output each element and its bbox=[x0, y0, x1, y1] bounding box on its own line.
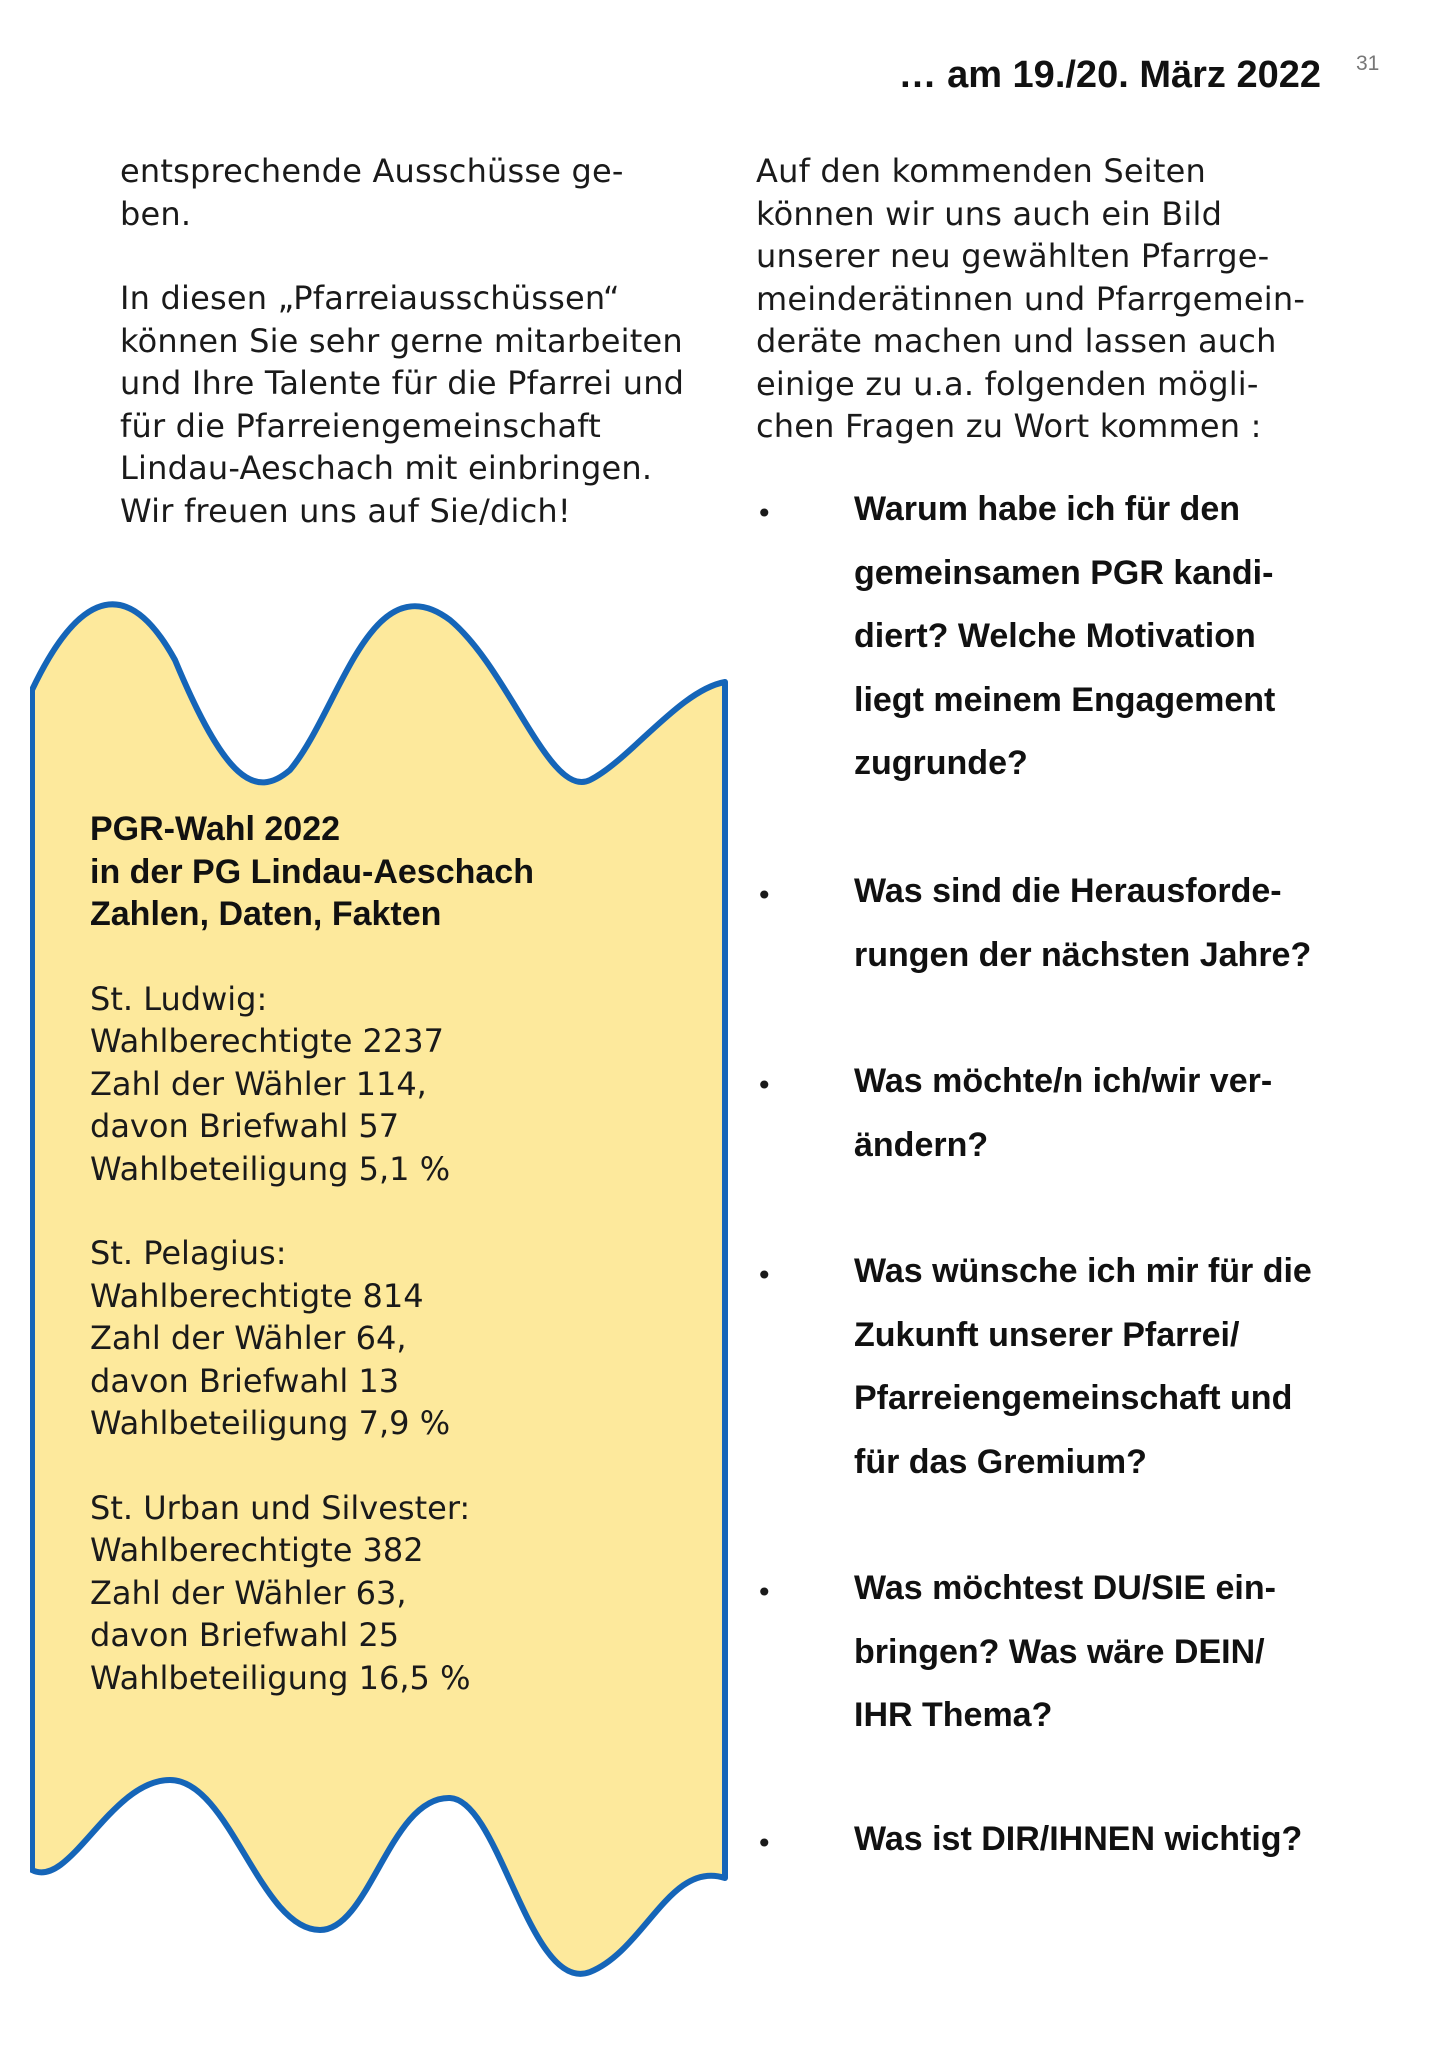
question-text: Was sind die Herausforde- rungen der nächsten Jahre? bbox=[854, 872, 1312, 974]
question-text: Was ist DIR/IHNEN wichtig? bbox=[854, 1820, 1303, 1858]
bullet-icon: • bbox=[756, 1069, 773, 1102]
left-paragraph-2: In diesen „Pfarreiausschüssen“ können Sie sehr gerne mitarbeiten und Ihre Talente für die Pfarrei und für die Pfarreiengemeinschaft Lindau-Aeschach mit einbringen. Wir freuen uns auf Sie/dich! bbox=[120, 279, 685, 530]
page-header-title: … am 19./20. März 2022 bbox=[898, 54, 1321, 96]
stats-st-urban-silvester: St. Urban und Silvester: Wahlberechtigte 382 Zahl der Wähler 63, davon Briefwahl 25 Wahlbeteiligung 16,5 % bbox=[90, 1488, 471, 1697]
question-text: Was möchtest DU/SIE ein- bringen? Was wäre DEIN/ IHR Thema? bbox=[854, 1569, 1276, 1734]
right-column bbox=[756, 150, 1356, 448]
page-number: 31 bbox=[1356, 52, 1380, 75]
bullet-icon: • bbox=[756, 1259, 773, 1292]
bullet-icon: • bbox=[756, 1576, 773, 1609]
info-box-title: PGR-Wahl 2022 in der PG Lindau-Aeschach Zahlen, Daten, Fakten bbox=[90, 810, 534, 933]
bullet-icon: • bbox=[756, 497, 773, 530]
left-column bbox=[120, 150, 740, 532]
left-paragraph-1: entsprechende Ausschüsse ge- ben. bbox=[120, 152, 624, 233]
bullet-icon: • bbox=[756, 879, 773, 912]
question-text: Was wünsche ich mir für die Zukunft unserer Pfarrei/ Pfarreiengemeinschaft und für das Gremium? bbox=[854, 1252, 1312, 1481]
bullet-icon: • bbox=[756, 1827, 773, 1860]
stats-st-pelagius: St. Pelagius: Wahlberechtigte 814 Zahl der Wähler 64, davon Briefwahl 13 Wahlbeteiligung 7,9 % bbox=[90, 1234, 451, 1442]
right-intro-paragraph: Auf den kommenden Seiten können wir uns auch ein Bild unserer neu gewählten Pfarrge- meinderätinnen und Pfarrgemein- deräte machen und lassen auch einige zu u.a. folgenden mögli- chen Fragen zu Wort kommen : bbox=[756, 152, 1306, 445]
stats-st-ludwig: St. Ludwig: Wahlberechtigte 2237 Zahl der Wähler 114, davon Briefwahl 57 Wahlbeteiligung 5,1 % bbox=[90, 979, 451, 1188]
info-box-content bbox=[90, 808, 710, 1699]
question-text: Was möchte/n ich/wir ver- ändern? bbox=[854, 1062, 1273, 1164]
question-text: Warum habe ich für den gemeinsamen PGR kandi- diert? Welche Motivation liegt meinem Engagement zugrunde? bbox=[854, 490, 1276, 782]
